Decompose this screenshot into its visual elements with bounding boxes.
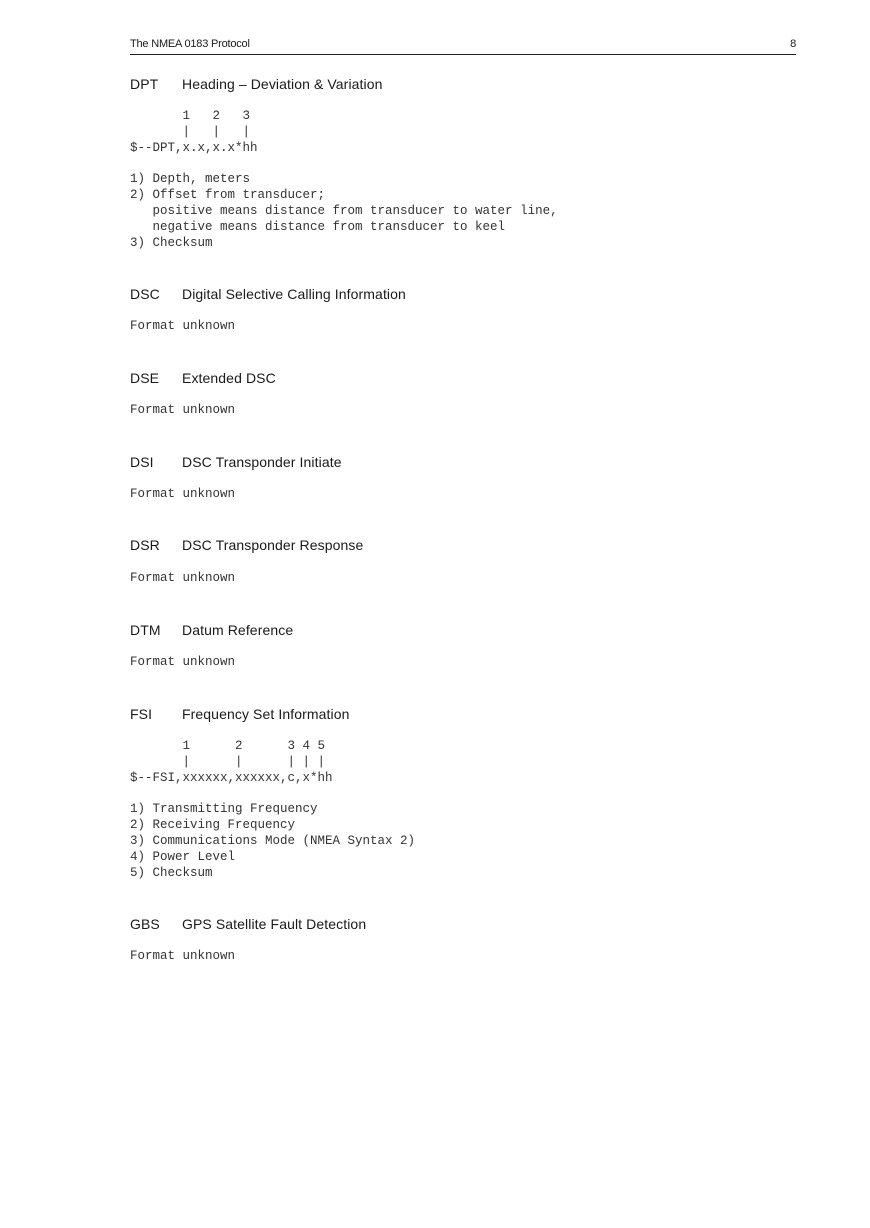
section-heading	[130, 916, 796, 934]
section-heading	[130, 76, 796, 94]
section-fsi	[130, 706, 796, 881]
section-title: GPS Satellite Fault Detection	[182, 916, 367, 932]
format-text: Format unknown	[130, 949, 236, 963]
document-title: The NMEA 0183 Protocol	[130, 38, 250, 50]
sentence-code: FSI	[130, 706, 153, 722]
format-text: Format unknown	[130, 655, 236, 669]
sentence-code: DSI	[130, 454, 154, 470]
format-text: Format unknown	[130, 319, 236, 333]
section-dsr	[130, 537, 796, 587]
section-title: Extended DSC	[182, 370, 276, 386]
format-text: Format unknown	[130, 571, 236, 585]
section-heading	[130, 454, 796, 472]
sentence-code: DTM	[130, 622, 161, 638]
section-heading	[130, 622, 796, 640]
sentence-code: DSR	[130, 537, 160, 553]
section-heading	[130, 370, 796, 388]
section-title: DSC Transponder Initiate	[182, 454, 342, 470]
sentence-code: DSE	[130, 370, 160, 386]
section-heading	[130, 286, 796, 304]
section-dsc	[130, 286, 796, 335]
field-list: 1) Depth, meters 2) Offset from transducer; positive means distance from transducer to water line, negative means distance from transducer to keel 3) Checksum	[130, 172, 558, 250]
page-number: 8	[790, 38, 796, 50]
section-gbs	[130, 916, 796, 965]
section-dtm	[130, 622, 796, 671]
section-dpt	[130, 76, 796, 251]
sentence-code: DSC	[130, 286, 160, 302]
section-title: Datum Reference	[182, 622, 294, 638]
section-heading	[130, 537, 796, 555]
field-list: 1) Transmitting Frequency 2) Receiving Frequency 3) Communications Mode (NMEA Syntax 2) 4) Power Level 5) Checksum	[130, 802, 416, 880]
section-title: Frequency Set Information	[182, 706, 350, 722]
running-header	[130, 37, 796, 55]
sentence-format-diagram: 1 2 3 | | | $--DPT,x.x,x.x*hh	[130, 109, 258, 155]
section-heading	[130, 706, 796, 724]
format-text: Format unknown	[130, 487, 236, 501]
format-text: Format unknown	[130, 403, 236, 417]
section-dse	[130, 370, 796, 419]
section-title: Heading – Deviation & Variation	[182, 76, 383, 92]
section-title: Digital Selective Calling Information	[182, 286, 406, 302]
sentence-code: GBS	[130, 916, 160, 932]
section-title: DSC Transponder Response	[182, 537, 364, 553]
sentence-code: DPT	[130, 76, 159, 92]
section-dsi	[130, 454, 796, 503]
sentence-format-diagram: 1 2 3 4 5 | | | | | $--FSI,xxxxxx,xxxxxx,c,x*hh	[130, 739, 333, 785]
